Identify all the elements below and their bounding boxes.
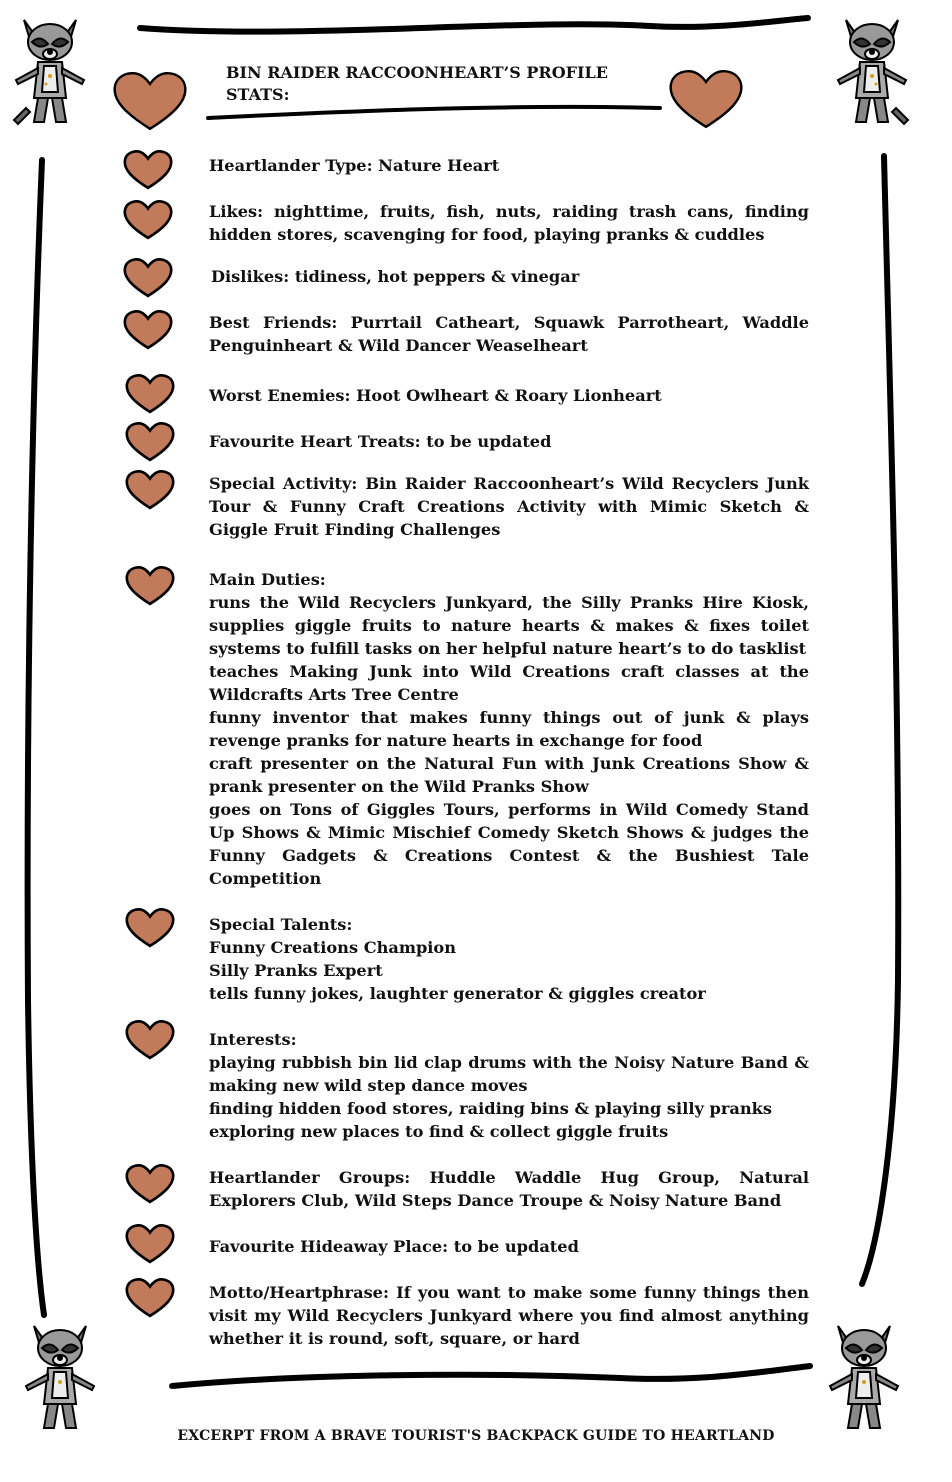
list-item: Funny Creations Champion [209,938,457,957]
page-title: BIN RAIDER RACCOONHEART’S PROFILE STATS: [226,63,608,104]
entry-likes: Likes: nighttime, fruits, fish, nuts, raiding trash cans, finding hidden stores, scavenging for food, playing pranks & cuddles [209,202,809,244]
heart-icon [122,372,178,414]
heart-icon [664,66,748,130]
heart-icon [120,308,176,350]
raccoon-icon [20,1318,100,1436]
raccoon-icon [824,1318,904,1436]
left-border-line [28,160,44,1315]
list-item: goes on Tons of Giggles Tours, performs in Wild Comedy Stand Up Shows & Mimic Mischief Comedy Sketch Shows & judges the Funny Gadgets & Creations Contest & the Bushiest Tale Competition [209,800,809,888]
entry-special-talents [209,913,809,1005]
list-item: funny inventor that makes funny things out of junk & plays revenge pranks for nature hearts in exchange for food [209,708,809,750]
heart-icon [108,68,192,132]
heart-icon [122,906,178,948]
heart-icon [122,1276,178,1318]
raccoon-icon [832,12,912,130]
entry-interests [209,1028,809,1143]
entry-best-friends: Best Friends: Purrtail Catheart, Squawk Parrotheart, Waddle Penguinheart & Wild Dancer Weaselheart [209,313,809,355]
heart-icon [120,256,176,298]
list-item: craft presenter on the Natural Fun with Junk Creations Show & prank presenter on the Wild Pranks Show [209,754,809,796]
list-item: playing rubbish bin lid clap drums with the Noisy Nature Band & making new wild step dance moves [209,1053,809,1095]
entry-label: Interests: [209,1030,297,1049]
heart-icon [122,1222,178,1264]
heart-icon [120,148,176,190]
heart-icon [122,420,178,462]
right-border-line [862,156,898,1284]
heart-icon [120,198,176,240]
heart-icon [122,1018,178,1060]
list-item: runs the Wild Recyclers Junkyard, the Silly Pranks Hire Kiosk, supplies giggle fruits to nature hearts & makes & fixes toilet systems to fulfill tasks on her helpful nature heart’s to do tasklist [209,593,809,658]
title-underline [208,107,660,118]
entry-dislikes: Dislikes: tidiness, hot peppers & vinegar [211,267,580,286]
entry-special-activity: Special Activity: Bin Raider Raccoonheart’s Wild Recyclers Junk Tour & Funny Craft Creations Activity with Mimic Sketch & Giggle Fruit Finding Challenges [209,474,809,539]
list-item: Silly Pranks Expert [209,961,383,980]
entry-label: Main Duties: [209,570,326,589]
entry-main-duties [209,568,809,890]
footer-caption: EXCERPT FROM A BRAVE TOURIST'S BACKPACK GUIDE TO HEARTLAND [177,1428,775,1444]
heart-icon [122,468,178,510]
entry-motto: Motto/Heartphrase: If you want to make some funny things then visit my Wild Recyclers Junkyard where you find almost anything whether it is round, soft, square, or hard [209,1283,809,1348]
entry-worst-enemies: Worst Enemies: Hoot Owlheart & Roary Lionheart [209,386,662,405]
list-item: finding hidden food stores, raiding bins & playing silly pranks [209,1099,772,1118]
list-item: teaches Making Junk into Wild Creations craft classes at the Wildcrafts Arts Tree Centre [209,662,809,704]
heart-icon [122,1162,178,1204]
entry-label: Special Talents: [209,915,353,934]
entry-favourite-hideaway: Favourite Hideaway Place: to be updated [209,1237,579,1256]
top-border-line [140,18,808,32]
raccoon-icon [10,12,90,130]
entry-heartlander-groups: Heartlander Groups: Huddle Waddle Hug Group, Natural Explorers Club, Wild Steps Dance Troupe & Noisy Nature Band [209,1168,809,1210]
entry-heartlander-type: Heartlander Type: Nature Heart [209,156,500,175]
entry-favourite-heart-treats: Favourite Heart Treats: to be updated [209,432,552,451]
list-item: tells funny jokes, laughter generator & giggles creator [209,984,706,1003]
bottom-border-line [172,1366,810,1386]
list-item: exploring new places to find & collect giggle fruits [209,1122,669,1141]
heart-icon [122,564,178,606]
